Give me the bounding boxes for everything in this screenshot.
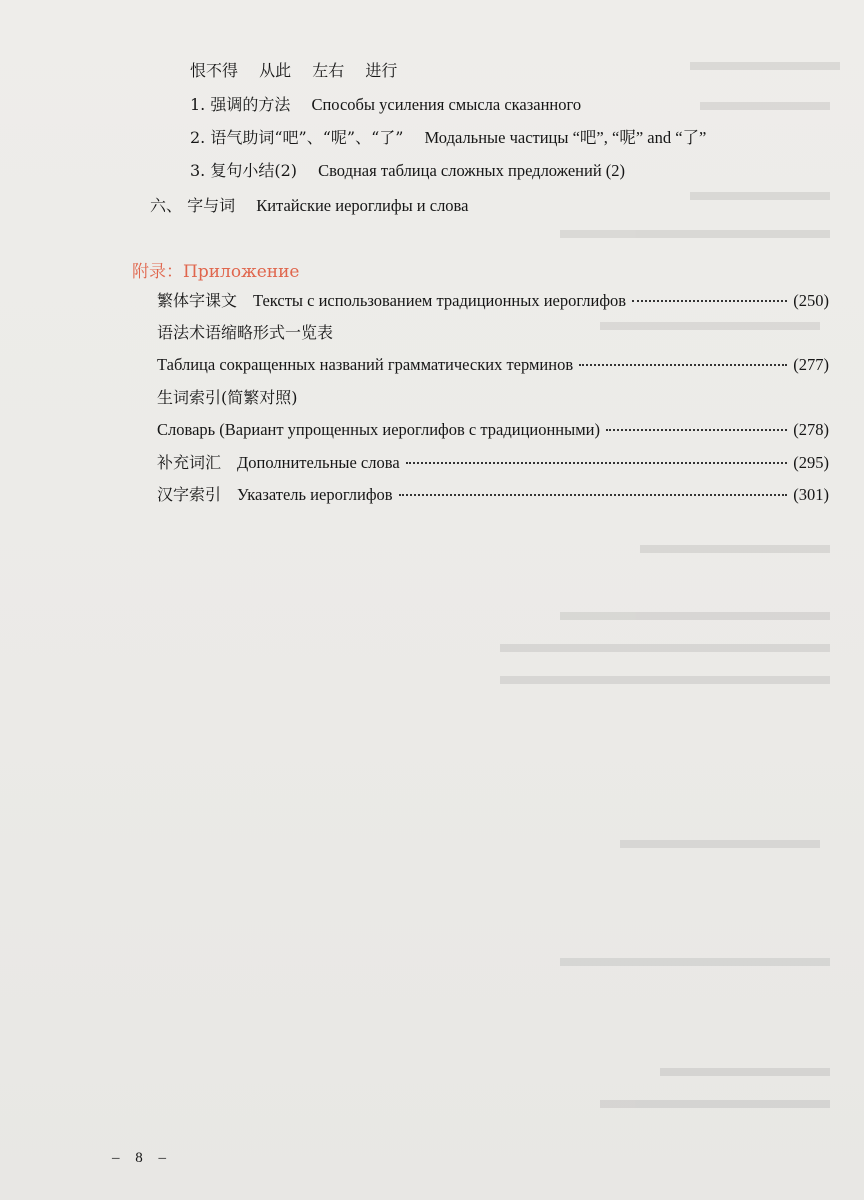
item-title-zh: 强调的方法 xyxy=(210,95,291,114)
appendix-entry-grammar-abbreviations xyxy=(157,354,829,376)
vocab-word: 从此 xyxy=(259,61,292,80)
vocab-word: 左右 xyxy=(312,61,345,80)
appendix-entry-traditional-texts xyxy=(157,290,829,312)
appendix-entry-dictionary xyxy=(157,419,829,441)
leader-dots xyxy=(399,494,788,496)
appendix-entry-character-index xyxy=(157,484,829,506)
toc-item-complex-sentences xyxy=(190,160,625,182)
entry-title-ru: Тексты с использованием традиционных иероглифов xyxy=(253,291,627,310)
section-title-ru: Китайские иероглифы и слова xyxy=(256,196,469,215)
page-ref: (278) xyxy=(793,420,829,439)
vocab-words-line xyxy=(190,60,397,82)
item-title-zh: 复句小结(2) xyxy=(210,161,298,180)
section-number: 六、 xyxy=(150,196,183,215)
page-number: – 8 – xyxy=(112,1150,172,1166)
item-number: 2. xyxy=(190,128,206,147)
toc-item-emphasis xyxy=(190,94,581,116)
item-title-ru: Сводная таблица сложных предложений (2) xyxy=(318,161,626,180)
item-title-ru: Способы усиления смысла сказанного xyxy=(311,95,582,114)
leader-dots xyxy=(606,429,787,431)
item-number: 3. xyxy=(190,161,206,180)
appendix-entry-supplementary-words xyxy=(157,452,829,474)
entry-title-zh: 繁体字课文 xyxy=(157,291,238,310)
entry-title-zh: 补充词汇 xyxy=(157,453,222,472)
appendix-heading: 附录：Приложение xyxy=(132,262,300,282)
entry-title-ru: Таблица сокращенных названий грамматических терминов xyxy=(157,355,574,374)
page-ref: (301) xyxy=(793,485,829,504)
appendix-subtitle-grammar-terms: 语法术语缩略形式一览表 xyxy=(157,323,334,342)
leader-dots xyxy=(579,364,787,366)
section-title-zh: 字与词 xyxy=(187,196,236,215)
vocab-word: 恨不得 xyxy=(190,61,239,80)
vocab-word: 进行 xyxy=(365,61,398,80)
page-ref: (277) xyxy=(793,355,829,374)
item-number: 1. xyxy=(190,95,206,114)
leader-dots xyxy=(406,462,788,464)
leader-dots xyxy=(632,300,787,302)
entry-title-ru: Дополнительные слова xyxy=(237,453,400,472)
toc-section-six xyxy=(150,195,468,217)
appendix-subtitle-vocabulary-index: 生词索引(简繁对照) xyxy=(157,388,298,407)
page-ref: (295) xyxy=(793,453,829,472)
toc-item-particles xyxy=(190,127,706,149)
entry-title-ru: Указатель иероглифов xyxy=(237,485,393,504)
item-title-zh: 语气助词“吧”、“呢”、“了” xyxy=(210,128,404,147)
entry-title-zh: 汉字索引 xyxy=(157,485,222,504)
item-title-ru: Модальные частицы “吧”, “呢” and “了” xyxy=(424,128,707,147)
page-ref: (250) xyxy=(793,291,829,310)
entry-title-ru: Словарь (Вариант упрощенных иероглифов с традиционными) xyxy=(157,420,600,439)
